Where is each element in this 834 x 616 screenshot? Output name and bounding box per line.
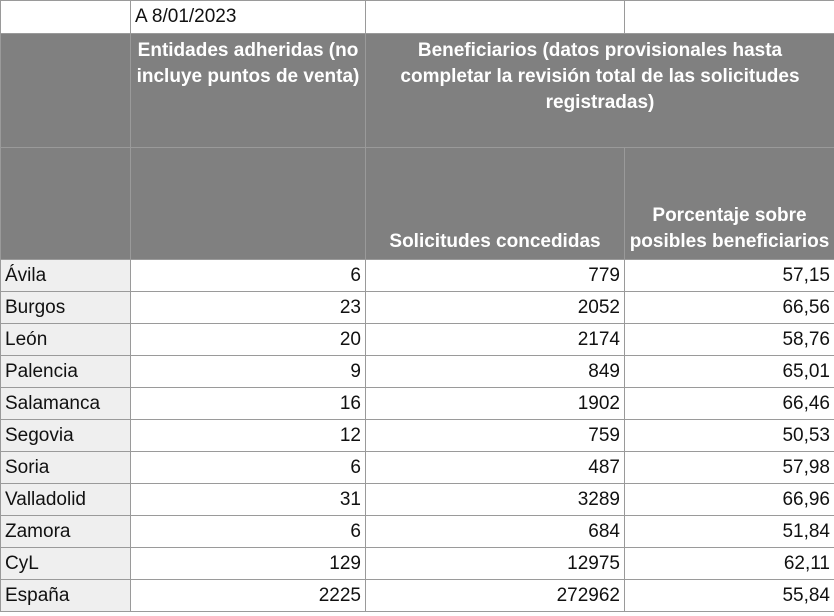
table-row [1,516,834,548]
row-porcentaje: 58,76 [625,324,834,356]
header-entidades: Entidades adheridas (no incluye puntos de venta) [131,34,366,148]
row-solicitudes: 2052 [366,292,625,324]
row-porcentaje: 66,96 [625,484,834,516]
row-solicitudes: 849 [366,356,625,388]
table-row [1,548,834,580]
header-blank-cell [1,148,131,260]
table-row [1,452,834,484]
table-row [1,260,834,292]
date-row [1,1,834,34]
table-row [1,388,834,420]
row-name: Zamora [1,516,131,548]
table-row [1,324,834,356]
row-name: Valladolid [1,484,131,516]
row-solicitudes: 2174 [366,324,625,356]
row-entidades: 2225 [131,580,366,612]
row-name: Ávila [1,260,131,292]
row-solicitudes: 684 [366,516,625,548]
row-solicitudes: 487 [366,452,625,484]
empty-cell [1,1,131,34]
row-solicitudes: 3289 [366,484,625,516]
row-solicitudes: 272962 [366,580,625,612]
header-row-bottom [1,148,834,260]
row-entidades: 6 [131,516,366,548]
row-name: León [1,324,131,356]
row-porcentaje: 51,84 [625,516,834,548]
row-name: España [1,580,131,612]
row-name: Burgos [1,292,131,324]
table-row [1,356,834,388]
row-name: Palencia [1,356,131,388]
row-porcentaje: 66,56 [625,292,834,324]
empty-cell [366,1,625,34]
row-entidades: 23 [131,292,366,324]
header-beneficiarios: Beneficiarios (datos provisionales hasta completar la revisión total de las solicitudes registradas) [366,34,834,148]
row-name: CyL [1,548,131,580]
date-label: A 8/01/2023 [131,1,366,34]
row-entidades: 129 [131,548,366,580]
row-entidades: 31 [131,484,366,516]
row-entidades: 12 [131,420,366,452]
row-entidades: 16 [131,388,366,420]
row-porcentaje: 55,84 [625,580,834,612]
row-solicitudes: 779 [366,260,625,292]
row-entidades: 6 [131,260,366,292]
header-row-top [1,34,834,148]
row-solicitudes: 1902 [366,388,625,420]
row-porcentaje: 50,53 [625,420,834,452]
row-solicitudes: 759 [366,420,625,452]
row-solicitudes: 12975 [366,548,625,580]
row-name: Salamanca [1,388,131,420]
table-row [1,484,834,516]
row-entidades: 9 [131,356,366,388]
empty-cell [625,1,834,34]
table-row [1,420,834,452]
row-porcentaje: 65,01 [625,356,834,388]
row-entidades: 20 [131,324,366,356]
row-entidades: 6 [131,452,366,484]
row-porcentaje: 62,11 [625,548,834,580]
header-blank-cell [1,34,131,148]
row-name: Segovia [1,420,131,452]
row-porcentaje: 57,98 [625,452,834,484]
row-porcentaje: 57,15 [625,260,834,292]
row-porcentaje: 66,46 [625,388,834,420]
table-row [1,580,834,612]
header-porcentaje: Porcentaje sobre posibles beneficiarios [625,148,834,260]
header-solicitudes: Solicitudes concedidas [366,148,625,260]
table-row [1,292,834,324]
row-name: Soria [1,452,131,484]
header-blank-cell [131,148,366,260]
